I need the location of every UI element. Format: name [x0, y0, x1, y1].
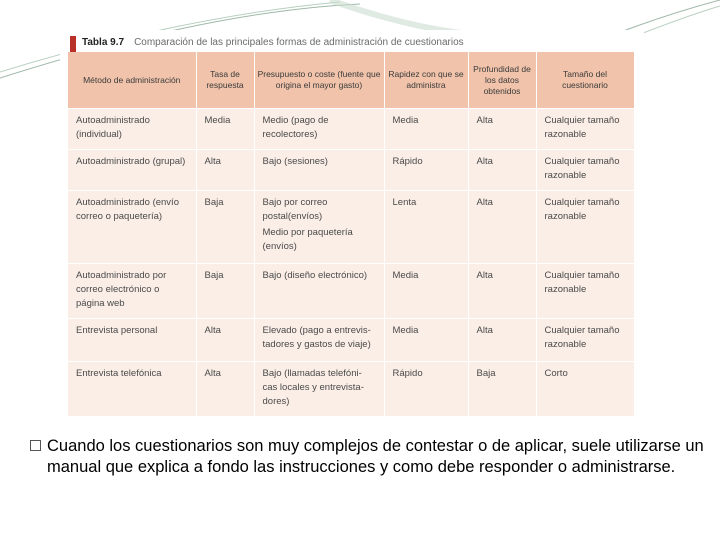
cell-metodo: Autoadministrado (grupal) [68, 150, 196, 191]
table-row [68, 264, 634, 319]
table-image [60, 30, 644, 418]
cell-presupuesto: Bajo (diseño electrónico) [254, 264, 384, 319]
cell-tamano: Cualquier tamaño razonable [536, 191, 634, 264]
cell-metodo: Entrevista telefónica [68, 362, 196, 417]
table-row [68, 191, 634, 264]
header-tamano: Tamaño del cuestionario [536, 52, 634, 109]
cell-profundidad: Baja [468, 362, 536, 417]
header-profundidad: Profundidad de los datos obtenidos [468, 52, 536, 109]
cell-tamano: Cualquier tamaño razonable [536, 264, 634, 319]
cell-tamano: Corto [536, 362, 634, 417]
header-presupuesto: Presupuesto o coste (fuente que origina el mayor gasto) [254, 52, 384, 109]
cell-presupuesto-main: Bajo por correo postal(envíos) [262, 197, 328, 222]
header-metodo: Método de administración [68, 52, 196, 109]
cell-tasa: Alta [196, 150, 254, 191]
cell-rapidez: Media [384, 109, 468, 150]
cell-profundidad: Alta [468, 109, 536, 150]
cell-tasa: Alta [196, 362, 254, 417]
cell-rapidez: Media [384, 264, 468, 319]
cell-tasa: Alta [196, 319, 254, 362]
cell-presupuesto: Bajo (sesiones) [254, 150, 384, 191]
cell-tasa: Baja [196, 191, 254, 264]
cell-tasa: Baja [196, 264, 254, 319]
table-row [68, 150, 634, 191]
cell-profundidad: Alta [468, 150, 536, 191]
cell-presupuesto-note: Medio por paquetería (envíos) [262, 227, 353, 252]
cell-presupuesto [254, 191, 384, 264]
cell-tamano: Cualquier tamaño razonable [536, 319, 634, 362]
table-row [68, 362, 634, 417]
cell-presupuesto: Elevado (pago a entrevis-tadores y gastos de viaje) [254, 319, 384, 362]
header-tasa: Tasa de respuesta [196, 52, 254, 109]
cell-metodo: Autoadministrado (individual) [68, 109, 196, 150]
cell-metodo: Autoadministrado (envío correo o paquetería) [68, 191, 196, 264]
cell-rapidez: Rápido [384, 362, 468, 417]
bullet-text: Cuando los cuestionarios son muy complejos de contestar o de aplicar, suele utilizarse un manual que explica a fondo las instrucciones y como debe responder o administrarse. [47, 437, 704, 476]
cell-rapidez: Media [384, 319, 468, 362]
cell-profundidad: Alta [468, 264, 536, 319]
cell-profundidad: Alta [468, 319, 536, 362]
bullet-box-icon [30, 440, 41, 451]
table-row [68, 109, 634, 150]
bullet-point [30, 436, 710, 478]
cell-metodo: Entrevista personal [68, 319, 196, 362]
table-header-row [68, 52, 634, 109]
table-caption-number: Tabla 9.7 [82, 37, 125, 48]
cell-tasa: Media [196, 109, 254, 150]
cell-rapidez: Rápido [384, 150, 468, 191]
table-caption [70, 36, 652, 52]
cell-rapidez: Lenta [384, 191, 468, 264]
cell-presupuesto: Medio (pago de recolectores) [254, 109, 384, 150]
comparison-table [68, 52, 635, 416]
cell-metodo: Autoadministrado por correo electrónico o página web [68, 264, 196, 319]
cell-tamano: Cualquier tamaño razonable [536, 150, 634, 191]
cell-tamano: Cualquier tamaño razonable [536, 109, 634, 150]
cell-profundidad: Alta [468, 191, 536, 264]
table-caption-title: Comparación de las principales formas de administración de cuestionarios [134, 37, 464, 48]
cell-presupuesto: Bajo (llamadas telefóni-cas locales y entrevista-dores) [254, 362, 384, 417]
header-rapidez: Rapidez con que se administra [384, 52, 468, 109]
table-row [68, 319, 634, 362]
